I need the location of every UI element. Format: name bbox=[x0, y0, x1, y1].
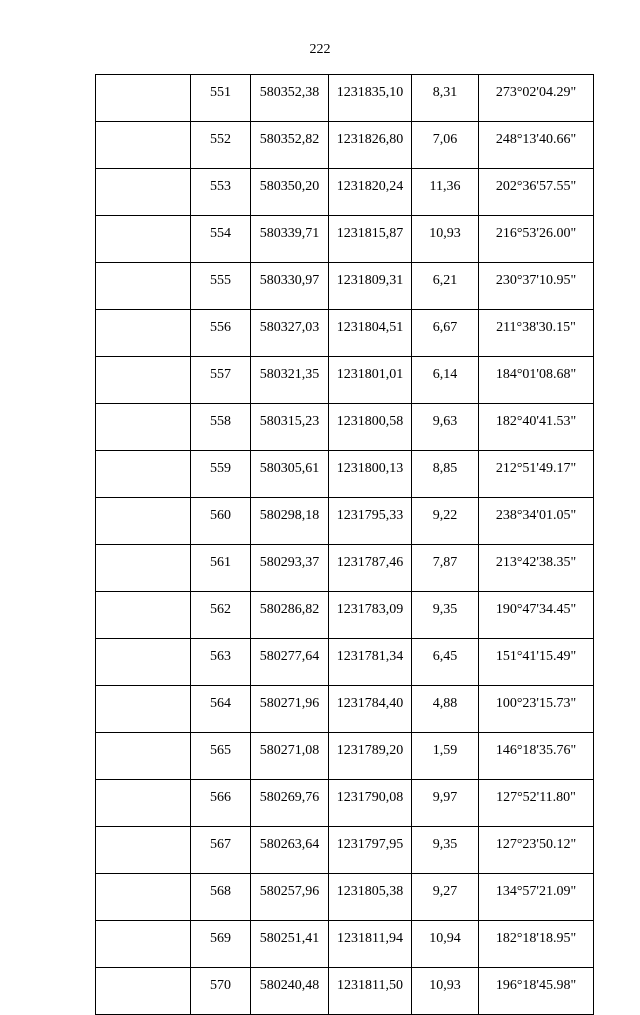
x-coordinate-cell: 580277,64 bbox=[251, 639, 329, 686]
direction-angle-cell: 213°42'38.35" bbox=[479, 545, 594, 592]
direction-angle-cell: 100°23'15.73" bbox=[479, 686, 594, 733]
direction-angle-cell: 184°01'08.68" bbox=[479, 357, 594, 404]
blank-cell bbox=[96, 874, 191, 921]
y-coordinate-cell: 1231815,87 bbox=[329, 216, 412, 263]
y-coordinate-cell: 1231790,08 bbox=[329, 780, 412, 827]
blank-cell bbox=[96, 216, 191, 263]
y-coordinate-cell: 1231804,51 bbox=[329, 310, 412, 357]
table-row bbox=[96, 498, 594, 545]
point-number-cell: 569 bbox=[191, 921, 251, 968]
y-coordinate-cell: 1231801,01 bbox=[329, 357, 412, 404]
x-coordinate-cell: 580298,18 bbox=[251, 498, 329, 545]
direction-angle-cell: 151°41'15.49" bbox=[479, 639, 594, 686]
distance-cell: 10,93 bbox=[412, 968, 479, 1015]
point-number-cell: 570 bbox=[191, 968, 251, 1015]
direction-angle-cell: 273°02'04.29" bbox=[479, 75, 594, 122]
point-number-cell: 561 bbox=[191, 545, 251, 592]
y-coordinate-cell: 1231795,33 bbox=[329, 498, 412, 545]
y-coordinate-cell: 1231805,38 bbox=[329, 874, 412, 921]
x-coordinate-cell: 580305,61 bbox=[251, 451, 329, 498]
direction-angle-cell: 211°38'30.15" bbox=[479, 310, 594, 357]
blank-cell bbox=[96, 451, 191, 498]
blank-cell bbox=[96, 686, 191, 733]
distance-cell: 6,67 bbox=[412, 310, 479, 357]
direction-angle-cell: 212°51'49.17" bbox=[479, 451, 594, 498]
point-number-cell: 551 bbox=[191, 75, 251, 122]
table-row bbox=[96, 827, 594, 874]
distance-cell: 6,45 bbox=[412, 639, 479, 686]
point-number-cell: 555 bbox=[191, 263, 251, 310]
x-coordinate-cell: 580263,64 bbox=[251, 827, 329, 874]
x-coordinate-cell: 580321,35 bbox=[251, 357, 329, 404]
y-coordinate-cell: 1231800,58 bbox=[329, 404, 412, 451]
distance-cell: 9,35 bbox=[412, 592, 479, 639]
blank-cell bbox=[96, 498, 191, 545]
direction-angle-cell: 202°36'57.55" bbox=[479, 169, 594, 216]
direction-angle-cell: 190°47'34.45" bbox=[479, 592, 594, 639]
x-coordinate-cell: 580293,37 bbox=[251, 545, 329, 592]
table-row bbox=[96, 780, 594, 827]
point-number-cell: 557 bbox=[191, 357, 251, 404]
table-row bbox=[96, 404, 594, 451]
point-number-cell: 558 bbox=[191, 404, 251, 451]
x-coordinate-cell: 580271,96 bbox=[251, 686, 329, 733]
x-coordinate-cell: 580350,20 bbox=[251, 169, 329, 216]
table-row bbox=[96, 592, 594, 639]
table-row bbox=[96, 921, 594, 968]
blank-cell bbox=[96, 827, 191, 874]
page-number: 222 bbox=[309, 42, 331, 57]
direction-angle-cell: 230°37'10.95" bbox=[479, 263, 594, 310]
distance-cell: 9,97 bbox=[412, 780, 479, 827]
y-coordinate-cell: 1231787,46 bbox=[329, 545, 412, 592]
x-coordinate-cell: 580269,76 bbox=[251, 780, 329, 827]
table-row bbox=[96, 733, 594, 780]
x-coordinate-cell: 580330,97 bbox=[251, 263, 329, 310]
point-number-cell: 554 bbox=[191, 216, 251, 263]
point-number-cell: 553 bbox=[191, 169, 251, 216]
direction-angle-cell: 127°23'50.12" bbox=[479, 827, 594, 874]
blank-cell bbox=[96, 75, 191, 122]
distance-cell: 11,36 bbox=[412, 169, 479, 216]
blank-cell bbox=[96, 968, 191, 1015]
x-coordinate-cell: 580271,08 bbox=[251, 733, 329, 780]
table-row bbox=[96, 686, 594, 733]
distance-cell: 7,06 bbox=[412, 122, 479, 169]
blank-cell bbox=[96, 733, 191, 780]
distance-cell: 10,93 bbox=[412, 216, 479, 263]
coordinates-table bbox=[95, 74, 594, 1015]
table-row bbox=[96, 122, 594, 169]
point-number-cell: 564 bbox=[191, 686, 251, 733]
table-row bbox=[96, 874, 594, 921]
point-number-cell: 562 bbox=[191, 592, 251, 639]
point-number-cell: 556 bbox=[191, 310, 251, 357]
blank-cell bbox=[96, 357, 191, 404]
blank-cell bbox=[96, 263, 191, 310]
x-coordinate-cell: 580339,71 bbox=[251, 216, 329, 263]
distance-cell: 6,21 bbox=[412, 263, 479, 310]
y-coordinate-cell: 1231835,10 bbox=[329, 75, 412, 122]
blank-cell bbox=[96, 310, 191, 357]
y-coordinate-cell: 1231800,13 bbox=[329, 451, 412, 498]
point-number-cell: 560 bbox=[191, 498, 251, 545]
point-number-cell: 566 bbox=[191, 780, 251, 827]
distance-cell: 4,88 bbox=[412, 686, 479, 733]
table-row bbox=[96, 263, 594, 310]
x-coordinate-cell: 580327,03 bbox=[251, 310, 329, 357]
x-coordinate-cell: 580352,38 bbox=[251, 75, 329, 122]
coordinates-table-body bbox=[96, 75, 594, 1015]
blank-cell bbox=[96, 639, 191, 686]
blank-cell bbox=[96, 545, 191, 592]
table-row bbox=[96, 216, 594, 263]
direction-angle-cell: 182°40'41.53" bbox=[479, 404, 594, 451]
distance-cell: 9,63 bbox=[412, 404, 479, 451]
distance-cell: 8,85 bbox=[412, 451, 479, 498]
direction-angle-cell: 238°34'01.05" bbox=[479, 498, 594, 545]
direction-angle-cell: 248°13'40.66" bbox=[479, 122, 594, 169]
direction-angle-cell: 127°52'11.80" bbox=[479, 780, 594, 827]
x-coordinate-cell: 580251,41 bbox=[251, 921, 329, 968]
table-row bbox=[96, 357, 594, 404]
blank-cell bbox=[96, 592, 191, 639]
table-row bbox=[96, 639, 594, 686]
table-row bbox=[96, 169, 594, 216]
distance-cell: 9,27 bbox=[412, 874, 479, 921]
y-coordinate-cell: 1231789,20 bbox=[329, 733, 412, 780]
table-row bbox=[96, 75, 594, 122]
point-number-cell: 559 bbox=[191, 451, 251, 498]
direction-angle-cell: 196°18'45.98" bbox=[479, 968, 594, 1015]
direction-angle-cell: 146°18'35.76" bbox=[479, 733, 594, 780]
distance-cell: 1,59 bbox=[412, 733, 479, 780]
point-number-cell: 552 bbox=[191, 122, 251, 169]
point-number-cell: 565 bbox=[191, 733, 251, 780]
x-coordinate-cell: 580315,23 bbox=[251, 404, 329, 451]
y-coordinate-cell: 1231797,95 bbox=[329, 827, 412, 874]
blank-cell bbox=[96, 122, 191, 169]
distance-cell: 10,94 bbox=[412, 921, 479, 968]
blank-cell bbox=[96, 780, 191, 827]
table-row bbox=[96, 310, 594, 357]
y-coordinate-cell: 1231781,34 bbox=[329, 639, 412, 686]
distance-cell: 9,22 bbox=[412, 498, 479, 545]
direction-angle-cell: 182°18'18.95" bbox=[479, 921, 594, 968]
blank-cell bbox=[96, 921, 191, 968]
distance-cell: 9,35 bbox=[412, 827, 479, 874]
y-coordinate-cell: 1231809,31 bbox=[329, 263, 412, 310]
x-coordinate-cell: 580286,82 bbox=[251, 592, 329, 639]
y-coordinate-cell: 1231820,24 bbox=[329, 169, 412, 216]
x-coordinate-cell: 580352,82 bbox=[251, 122, 329, 169]
distance-cell: 6,14 bbox=[412, 357, 479, 404]
y-coordinate-cell: 1231811,94 bbox=[329, 921, 412, 968]
y-coordinate-cell: 1231826,80 bbox=[329, 122, 412, 169]
point-number-cell: 563 bbox=[191, 639, 251, 686]
distance-cell: 8,31 bbox=[412, 75, 479, 122]
direction-angle-cell: 216°53'26.00" bbox=[479, 216, 594, 263]
direction-angle-cell: 134°57'21.09" bbox=[479, 874, 594, 921]
y-coordinate-cell: 1231811,50 bbox=[329, 968, 412, 1015]
table-row bbox=[96, 545, 594, 592]
point-number-cell: 567 bbox=[191, 827, 251, 874]
x-coordinate-cell: 580240,48 bbox=[251, 968, 329, 1015]
x-coordinate-cell: 580257,96 bbox=[251, 874, 329, 921]
y-coordinate-cell: 1231783,09 bbox=[329, 592, 412, 639]
distance-cell: 7,87 bbox=[412, 545, 479, 592]
y-coordinate-cell: 1231784,40 bbox=[329, 686, 412, 733]
table-row bbox=[96, 968, 594, 1015]
table-row bbox=[96, 451, 594, 498]
blank-cell bbox=[96, 169, 191, 216]
blank-cell bbox=[96, 404, 191, 451]
point-number-cell: 568 bbox=[191, 874, 251, 921]
